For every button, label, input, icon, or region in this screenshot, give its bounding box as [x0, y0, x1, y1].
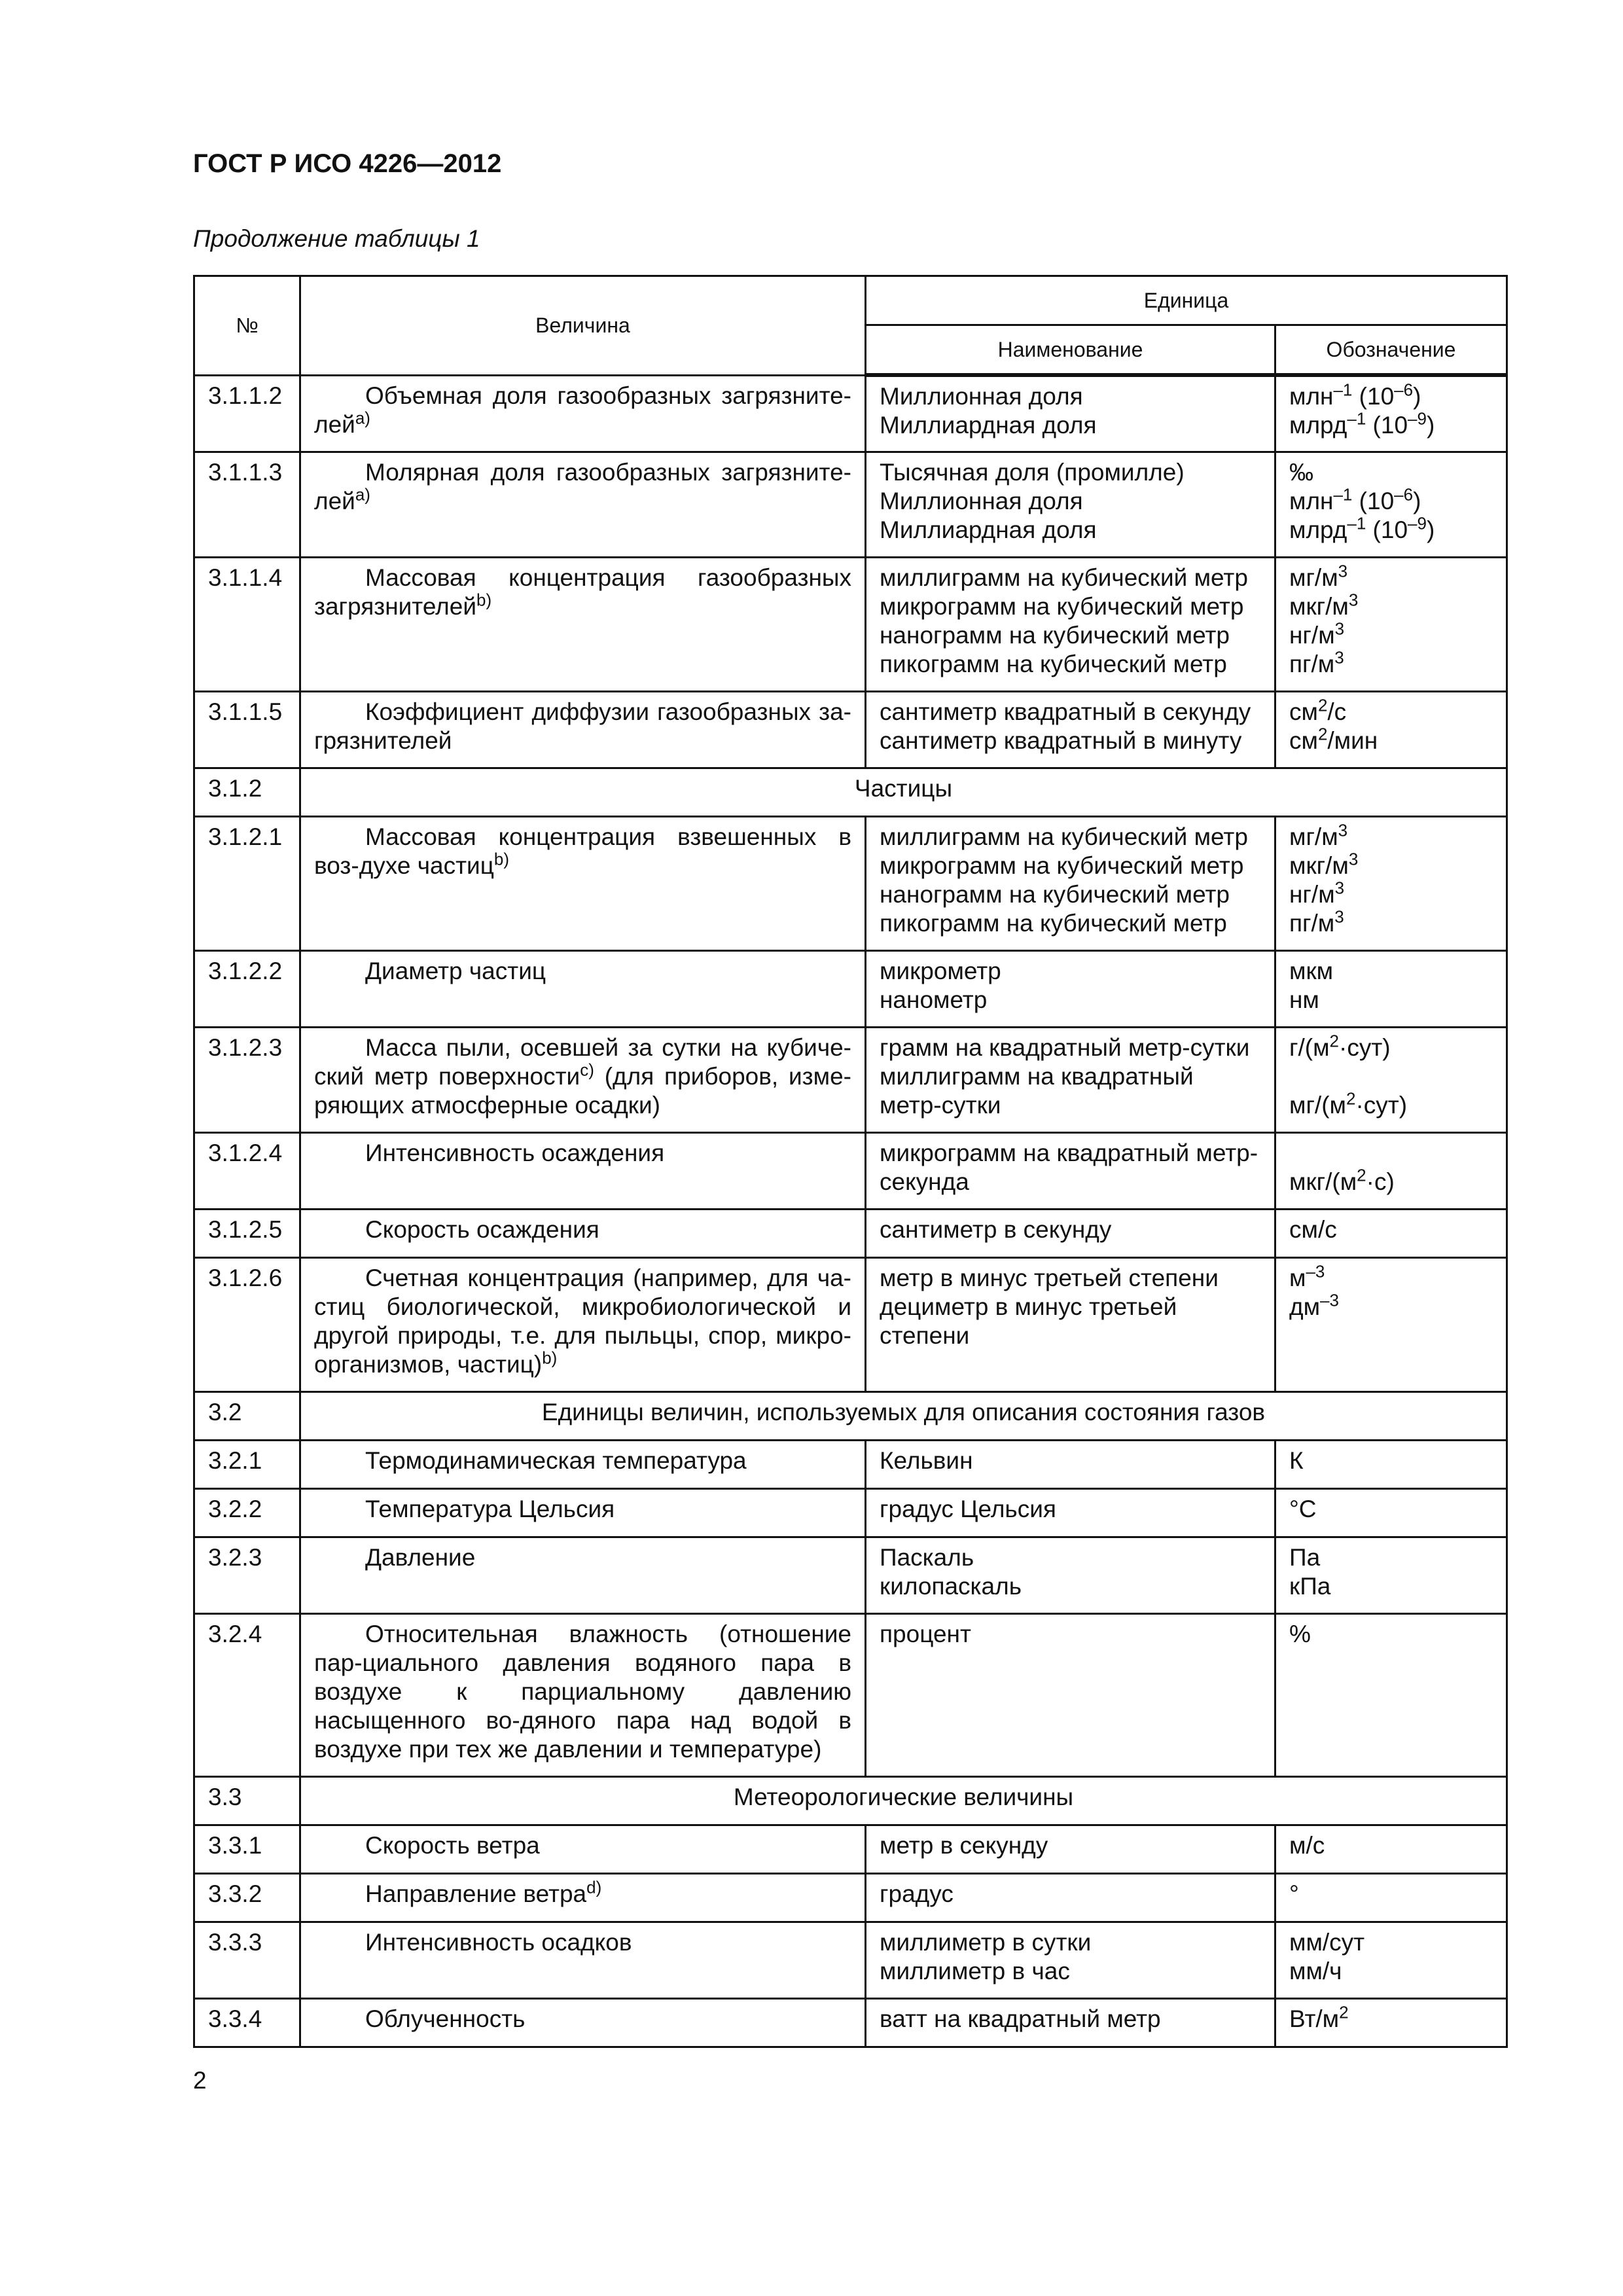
row-unit-name: метр в минус третьей степени дециметр в минус третьей степени	[866, 1257, 1275, 1391]
section-row	[194, 1391, 1507, 1440]
row-unit-name: микрометр нанометр	[866, 950, 1275, 1027]
row-unit-symbol: $Вт/м^2$	[1275, 1998, 1507, 2047]
row-unit-symbol: ‰ млн$^{-1}$ $(10^{-6})$ млрд$^{-1}$ $(10^{-9})$	[1275, 452, 1507, 557]
table-row	[194, 1922, 1507, 1998]
row-unit-name: градус Цельсия	[866, 1488, 1275, 1537]
row-unit-symbol: мкг/$(м^2\cdot с)$	[1275, 1132, 1507, 1209]
row-unit-symbol: °С	[1275, 1488, 1507, 1537]
row-number: 3.2.1	[194, 1440, 300, 1488]
table-row	[194, 557, 1507, 691]
table-row	[194, 1027, 1507, 1132]
header-unit-symbol: Обозначение	[1275, 325, 1507, 376]
row-unit-name: сантиметр квадратный в секунду сантиметр квадратный в минуту	[866, 691, 1275, 768]
header-unit: Единица	[866, 276, 1507, 325]
row-unit-name: Кельвин	[866, 1440, 1275, 1488]
row-unit-symbol: К	[1275, 1440, 1507, 1488]
table-row	[194, 1998, 1507, 2047]
table-row	[194, 816, 1507, 950]
row-quantity: Скорость ветра	[300, 1825, 866, 1873]
table-row	[194, 1440, 1507, 1488]
section-number: 3.2	[194, 1391, 300, 1440]
row-number: 3.2.3	[194, 1537, 300, 1613]
row-unit-name: процент	[866, 1613, 1275, 1776]
row-number: 3.1.1.4	[194, 557, 300, 691]
section-title: Частицы	[300, 768, 1507, 816]
section-number: 3.1.2	[194, 768, 300, 816]
section-row	[194, 768, 1507, 816]
row-quantity: Коэффициент диффузии газообразных за-грязнителей	[300, 691, 866, 768]
row-unit-symbol: $г/(м^2\cdot сут)$ $мг/(м^2\cdot сут)$	[1275, 1027, 1507, 1132]
row-number: 3.3.2	[194, 1873, 300, 1922]
row-unit-name: Миллионная доля Миллиардная доля	[866, 375, 1275, 452]
row-unit-symbol: $см^2/с$ $см^2$/мин	[1275, 691, 1507, 768]
row-number: 3.3.1	[194, 1825, 300, 1873]
row-unit-name: микрограмм на квадратный метр- секунда	[866, 1132, 1275, 1209]
row-number: 3.1.1.3	[194, 452, 300, 557]
row-number: 3.3.3	[194, 1922, 300, 1998]
table-row	[194, 1825, 1507, 1873]
table-row	[194, 1537, 1507, 1613]
row-quantity: Облученность	[300, 1998, 866, 2047]
table-row	[194, 1257, 1507, 1391]
header-quantity: Величина	[300, 276, 866, 376]
row-unit-symbol: м/с	[1275, 1825, 1507, 1873]
row-number: 3.1.2.4	[194, 1132, 300, 1209]
row-number: 3.1.2.2	[194, 950, 300, 1027]
row-unit-name: миллиграмм на кубический метр микрограмм на кубический метр нанограмм на кубический метр пикограмм на кубический метр	[866, 557, 1275, 691]
header-unit-name: Наименование	[866, 325, 1275, 376]
section-row	[194, 1776, 1507, 1825]
row-quantity: Направление ветра$^{d)}$	[300, 1873, 866, 1922]
row-quantity: Молярная доля газообразных загрязните-лей$^{a)}$	[300, 452, 866, 557]
table-row	[194, 375, 1507, 452]
row-quantity: Интенсивность осадков	[300, 1922, 866, 1998]
row-unit-name: сантиметр в секунду	[866, 1209, 1275, 1257]
row-unit-name: Тысячная доля (промилле) Миллионная доля Миллиардная доля	[866, 452, 1275, 557]
row-quantity: Счетная концентрация (например, для ча-стиц биологической, микробиологической и другой природы, т.е. для пыльцы, спор, микро-организмов, частиц)$^{b)}$	[300, 1257, 866, 1391]
table-row	[194, 691, 1507, 768]
table-caption: Продолжение таблицы 1	[193, 225, 480, 252]
row-quantity: Масса пыли, осевшей за сутки на кубиче-ский метр поверхности$^{c)}$ (для приборов, изме-ряющих атмосферные осадки)	[300, 1027, 866, 1132]
table-row	[194, 1613, 1507, 1776]
row-unit-name: ватт на квадратный метр	[866, 1998, 1275, 2047]
row-unit-symbol: $м^{-3}$ $дм^{-3}$	[1275, 1257, 1507, 1391]
table-row	[194, 1209, 1507, 1257]
row-unit-name: Паскаль килопаскаль	[866, 1537, 1275, 1613]
row-number: 3.2.4	[194, 1613, 300, 1776]
section-title: Единицы величин, используемых для описания состояния газов	[300, 1391, 1507, 1440]
section-number: 3.3	[194, 1776, 300, 1825]
row-number: 3.1.1.2	[194, 375, 300, 452]
row-number: 3.1.2.3	[194, 1027, 300, 1132]
row-quantity: Объемная доля газообразных загрязните-лей$^{a)}$	[300, 375, 866, 452]
row-quantity: Относительная влажность (отношение пар-циального давления водяного пара в воздухе к парциальному давлению насыщенного во-дяного пара над водой в воздухе при тех же давлении и температуре)	[300, 1613, 866, 1776]
row-unit-symbol: %	[1275, 1613, 1507, 1776]
row-number: 3.3.4	[194, 1998, 300, 2047]
table-row	[194, 1488, 1507, 1537]
row-quantity: Диаметр частиц	[300, 950, 866, 1027]
page-number: 2	[193, 2067, 207, 2094]
row-unit-symbol: °	[1275, 1873, 1507, 1922]
document-title: ГОСТ Р ИСО 4226—2012	[193, 149, 502, 178]
row-unit-symbol: см/с	[1275, 1209, 1507, 1257]
table-row	[194, 1132, 1507, 1209]
units-table	[193, 275, 1508, 2048]
row-unit-symbol: Па кПа	[1275, 1537, 1507, 1613]
section-title: Метеорологические величины	[300, 1776, 1507, 1825]
row-number: 3.1.1.5	[194, 691, 300, 768]
row-quantity: Интенсивность осаждения	[300, 1132, 866, 1209]
table-header	[194, 276, 1507, 376]
row-quantity: Массовая концентрация взвешенных в воз-духе частиц$^{b)}$	[300, 816, 866, 950]
row-quantity: Термодинамическая температура	[300, 1440, 866, 1488]
table-row	[194, 452, 1507, 557]
row-number: 3.1.2.5	[194, 1209, 300, 1257]
row-quantity: Давление	[300, 1537, 866, 1613]
row-unit-name: метр в секунду	[866, 1825, 1275, 1873]
row-unit-symbol: мкм нм	[1275, 950, 1507, 1027]
row-quantity: Массовая концентрация газообразных загрязнителей$^{b)}$	[300, 557, 866, 691]
row-unit-name: миллиметр в сутки миллиметр в час	[866, 1922, 1275, 1998]
row-number: 3.1.2.1	[194, 816, 300, 950]
row-quantity: Скорость осаждения	[300, 1209, 866, 1257]
row-number: 3.1.2.6	[194, 1257, 300, 1391]
row-quantity: Температура Цельсия	[300, 1488, 866, 1537]
row-unit-name: градус	[866, 1873, 1275, 1922]
row-unit-symbol: $мг/м^3$ мкг/$м^3$ $нг/м^3$ $пг/м^3$	[1275, 557, 1507, 691]
header-num: №	[194, 276, 300, 376]
row-unit-symbol: млн$^{-1}$ $(10^{-6})$ млрд$^{-1}$ $(10^{-9})$	[1275, 375, 1507, 452]
row-unit-name: миллиграмм на кубический метр микрограмм на кубический метр нанограмм на кубический метр пикограмм на кубический метр	[866, 816, 1275, 950]
row-unit-symbol: мм/сут мм/ч	[1275, 1922, 1507, 1998]
row-unit-symbol: $мг/м^3$ мкг/$м^3$ $нг/м^3$ $пг/м^3$	[1275, 816, 1507, 950]
row-unit-name: грамм на квадратный метр-сутки миллиграмм на квадратный метр-сутки	[866, 1027, 1275, 1132]
table-row	[194, 1873, 1507, 1922]
table-row	[194, 950, 1507, 1027]
row-number: 3.2.2	[194, 1488, 300, 1537]
